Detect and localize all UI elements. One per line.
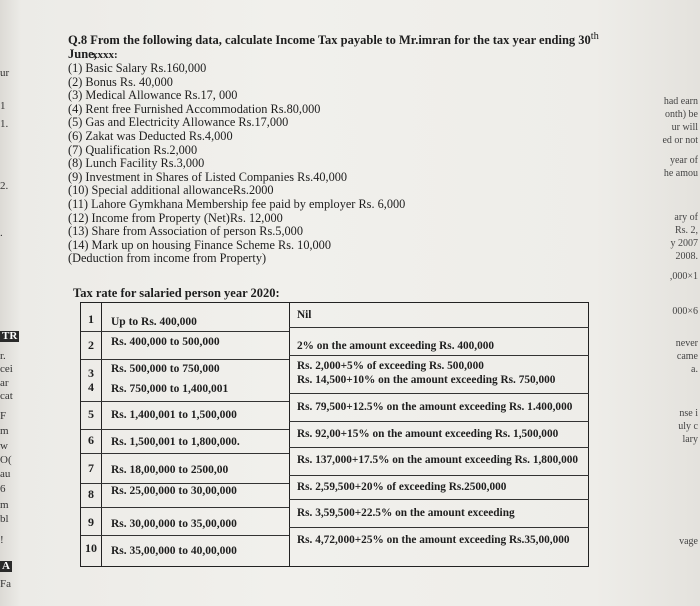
left-margin-fragment: A [2,560,10,572]
right-margin-fragment: 000×6 [672,306,698,317]
table-row-number: 10 [85,541,97,555]
tax-rate: Rs. 137,000+17.5% on the amount exceeding Rs. 1,800,000 [297,454,579,466]
table-divider [101,303,102,566]
left-margin-fragment: r. [0,350,6,362]
tax-rate: Rs. 3,59,500+22.5% on the amount exceeding [297,507,515,519]
income-range: Rs. 750,000 to 1,400,001 [111,383,229,395]
left-margin-fragment: TR [2,330,18,342]
tax-rate: Rs. 2,000+5% of exceeding Rs. 500,000 [297,360,484,372]
table-row-number: 4 [88,380,94,394]
right-margin-fragment: onth) be [664,109,698,120]
table-row-number: 7 [88,461,94,475]
right-margin-fragment: vage [679,536,698,547]
list-item: (9) Investment in Shares of Listed Companies Rs.40,000 [68,169,348,184]
list-item: (13) Share from Association of person Rs.5,000 [68,224,303,239]
income-range: Rs. 18,00,000 to 2500,00 [111,464,229,476]
table-row-number: 2 [88,338,94,352]
left-margin-fragment: 6 [0,483,6,495]
right-margin-fragment: never [675,338,698,349]
right-margin-fragment: a. [691,364,698,375]
list-item: (5) Gas and Electricity Allowance Rs.17,000 [68,115,289,130]
table-rule [81,331,289,332]
right-margin-fragment: Rs. 2, [674,225,698,236]
income-range: Rs. 30,00,000 to 35,00,000 [111,518,237,530]
list-item: (6) Zakat was Deducted Rs.4,000 [68,128,233,143]
tax-rate-table [80,302,589,567]
list-item: (2) Bonus Rs. 40,000 [68,74,173,89]
left-margin-fragment: m [0,425,9,437]
left-margin-fragment: bl [0,513,9,525]
left-margin-fragment: m [0,499,9,511]
left-margin-fragment: 2. [0,180,9,192]
tax-rate: 2% on the amount exceeding Rs. 400,000 [297,340,495,352]
list-item: (10) Special additional allowanceRs.2000 [68,183,274,198]
list-item: (Deduction from income from Property) [68,251,267,266]
right-margin-fragment: 2008. [675,251,698,262]
table-row-number: 6 [88,433,94,447]
question-title-end: June, [68,47,97,62]
table-rule [289,527,589,528]
table-rule [81,483,289,484]
list-item: (12) Income from Property (Net)Rs. 12,000 [68,210,283,225]
income-range: Up to Rs. 400,000 [111,316,197,328]
right-margin-fragment: he amou [663,168,698,179]
list-item: (4) Rent free Furnished Accommodation Rs.80,000 [68,101,321,116]
tax-rate: Nil [297,309,312,321]
tax-rate: Rs. 14,500+10% on the amount exceeding Rs. 750,000 [297,374,556,386]
left-margin-fragment: F [0,410,7,422]
left-margin-fragment: cat [0,390,13,402]
income-range: Rs. 25,00,000 to 30,00,000 [111,485,237,497]
left-margin-fragment: au [0,468,11,480]
list-item: (7) Qualification Rs.2,000 [68,142,198,157]
list-item: (1) Basic Salary Rs.160,000 [68,61,207,75]
left-margin-fragment: Fa [0,578,11,590]
right-margin-fragment: y 2007 [670,238,698,249]
table-rule [81,429,289,430]
income-range: Rs. 35,00,000 to 40,00,000 [111,545,237,557]
right-margin-fragment: year of [669,155,698,166]
income-range: Rs. 500,000 to 750,000 [111,363,220,375]
right-margin-fragment: nse i [679,408,698,419]
table-rule [289,421,589,422]
table-row-number: 9 [88,515,94,529]
question-heading [68,30,628,61]
table-rule [81,507,289,508]
table-rule [289,447,589,448]
table-row-number: 3 [88,366,94,380]
income-range: Rs. 1,500,001 to 1,800,000. [111,436,240,448]
table-caption: Tax rate for salaried person year 2020: [73,286,280,300]
tax-rate: Rs. 92,00+15% on the amount exceeding Rs. 1,500,000 [297,428,559,440]
left-margin-fragment: . [0,227,3,239]
table-rule [81,535,289,536]
right-margin-fragment: had earn [663,96,698,107]
left-margin-fragment: O( [0,454,12,466]
table-rule [81,453,289,454]
right-margin-fragment: uly c [678,421,698,432]
right-margin-fragment: ,000×1 [669,271,698,282]
table-rule [81,401,289,402]
tax-rate: Rs. 4,72,000+25% on the amount exceeding Rs.35,00,000 [297,534,570,546]
question-title-sup: th [590,31,599,42]
table-rule [289,475,589,476]
table-row-number: 5 [88,407,94,421]
right-margin-fragment: ary of [674,212,698,223]
table-rule [289,327,589,328]
left-margin-fragment: cei [0,363,13,375]
table-rule [289,393,589,394]
table-rule [289,499,589,500]
list-item: (8) Lunch Facility Rs.3,000 [68,156,205,171]
left-margin-fragment: w [0,440,8,452]
table-rule [289,355,589,356]
income-items-list [68,62,405,266]
table-row-number: 1 [88,312,94,326]
left-margin-fragment: ur [0,67,10,79]
tax-rate: Rs. 79,500+12.5% on the amount exceeding Rs. 1.400,000 [297,401,573,413]
left-margin-fragment: 1 [0,100,6,112]
left-margin-fragment: 1. [0,118,9,130]
table-rule [81,359,289,360]
right-margin-fragment: came [676,351,698,362]
question-title: Q.8 From the following data, calculate Income Tax payable to Mr.imran for the tax year ending 30 [68,33,591,48]
list-item: (11) Lahore Gymkhana Membership fee paid by employer Rs. 6,000 [68,196,406,211]
right-margin-fragment: ed or not [662,135,698,146]
tax-rate: Rs. 2,59,500+20% of exceeding Rs.2500,000 [297,481,507,493]
tax-year-placeholder: xxxx: [92,49,118,61]
right-margin-fragment: lary [682,434,698,445]
income-range: Rs. 400,000 to 500,000 [111,336,220,348]
table-row-number: 8 [88,487,94,501]
left-margin-fragment: ! [0,534,4,546]
list-item: (3) Medical Allowance Rs.17, 000 [68,88,238,103]
income-range: Rs. 1,400,001 to 1,500,000 [111,409,237,421]
left-margin-fragment: ar [0,377,9,389]
list-item: (14) Mark up on housing Finance Scheme Rs. 10,000 [68,237,331,252]
right-margin-fragment: ur will [671,122,698,133]
